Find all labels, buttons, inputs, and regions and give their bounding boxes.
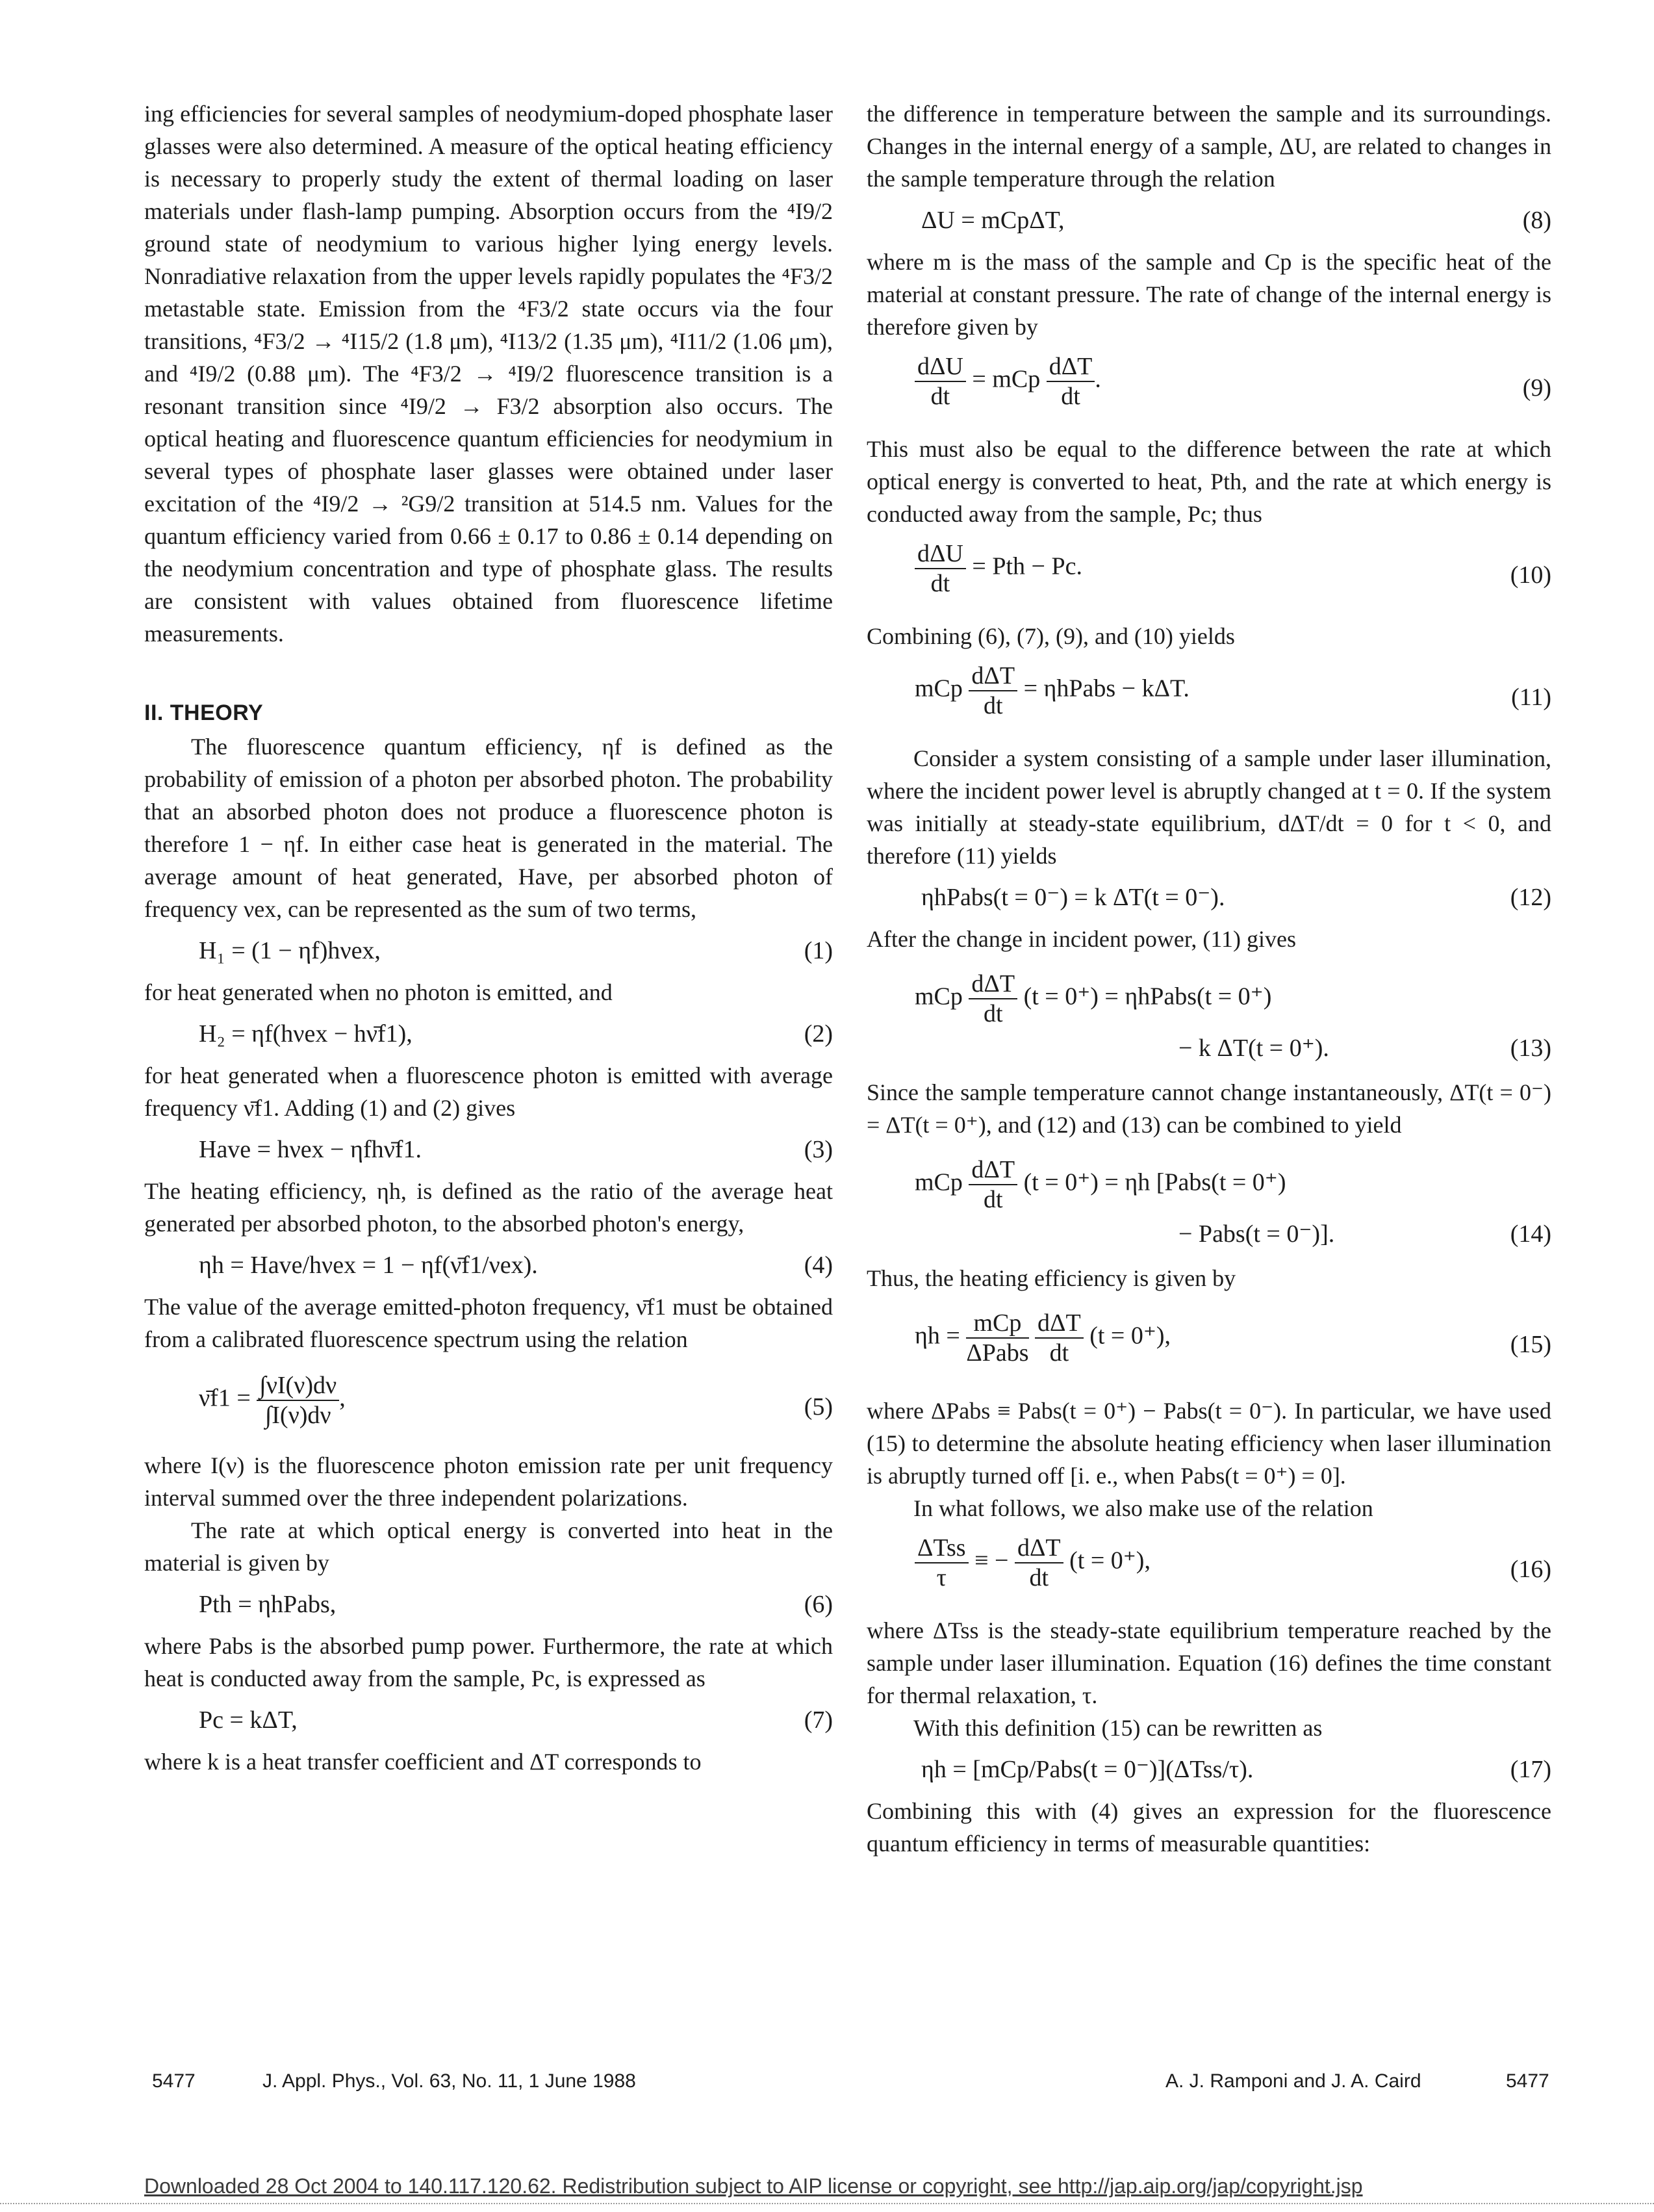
download-notice[interactable]: Downloaded 28 Oct 2004 to 140.117.120.62. Redistribution subject to AIP license or copyright, see http://jap.aip.org/jap/copyright.jsp [144, 2174, 1363, 2198]
equation-number: (4) [804, 1252, 833, 1279]
fraction: $\frac{\text{dΔT}}{dt}$ [1035, 1309, 1084, 1367]
right-column [867, 97, 1551, 1860]
paragraph: Consider a system consisting of a sample under laser illumination, where the incident power level is abruptly changed at t = 0. If the system was initially at steady-state equilibrium, dΔT/dt = 0 for t < 0, and therefore (11) yields [867, 745, 1551, 869]
fraction: $\frac{\text{dΔT}}{dt}$ [969, 662, 1017, 720]
equation-number: (13) [1510, 1035, 1551, 1062]
fraction: $\frac{\text{dΔU}}{dt}$ [915, 352, 966, 411]
paragraph: Combining (6), (7), (9), and (10) yields [867, 623, 1235, 649]
paragraph: for heat generated when no photon is emitted, and [144, 979, 613, 1005]
equation-15: ηh = $\frac{\text{mCp}}{\text{ΔPabs}}$ $\frac{\text{dΔT}}{dt}$ (t = 0⁺), (15) [915, 1309, 1551, 1367]
equation-number: (15) [1510, 1331, 1551, 1358]
equation-number: (9) [1522, 374, 1551, 402]
section-heading: II. THEORY [144, 701, 264, 725]
equation-number: (5) [804, 1393, 833, 1421]
equation-number: (7) [804, 1706, 833, 1734]
equation-number: (3) [804, 1136, 833, 1163]
equation-2: H₂ = ηf(hνex − hν̄f1), (2) [144, 1018, 833, 1050]
fraction: $\frac{\int\nu I(\nu)d\nu}{\int I(\nu)d\nu}$ [257, 1371, 339, 1430]
equation-number: (14) [1510, 1220, 1551, 1248]
paragraph: where ΔPabs ≡ Pabs(t = 0⁺) − Pabs(t = 0⁻). In particular, we have used (15) to determine the absolute heating efficiency when laser illumination is abruptly turned off [i. e., when Pabs(t = 0⁺) = 0]. [867, 1398, 1551, 1489]
equation-number: (11) [1511, 684, 1551, 711]
equation-number: (1) [804, 937, 833, 964]
paragraph: This must also be equal to the difference between the rate at which optical energy is converted to heat, Pth, and the rate at which energy is conducted away from the sample, Pc; thus [867, 436, 1551, 527]
paragraph: Thus, the heating efficiency is given by [867, 1265, 1236, 1291]
paragraph: The heating efficiency, ηh, is defined as the ratio of the average heat generated per absorbed photon, to the absorbed photon's energy, [144, 1178, 833, 1237]
equation-12: ηhPabs(t = 0⁻) = k ΔT(t = 0⁻). (12) [867, 881, 1551, 914]
dotted-divider [0, 2203, 1654, 2204]
paragraph: where m is the mass of the sample and Cp is the specific heat of the material at constant pressure. The rate of change of the internal energy is therefore given by [867, 249, 1551, 340]
paragraph: The value of the average emitted-photon frequency, ν̄f1 must be obtained from a calibrated fluorescence spectrum using the relation [144, 1294, 833, 1352]
equation-16: $\frac{\text{ΔTss}}{\tau}$ ≡ − $\frac{\text{dΔT}}{dt}$ (t = 0⁺), (16) [867, 1534, 1551, 1605]
equation-13: mCp $\frac{\text{dΔT}}{dt}$ (t = 0⁺) = ηhPabs(t = 0⁺) − k ΔT(t = 0⁺). (13) [867, 970, 1551, 1067]
paragraph: After the change in incident power, (11) gives [867, 926, 1296, 952]
author-names: A. J. Ramponi and J. A. Caird [1165, 2070, 1421, 2092]
left-column [144, 97, 833, 1778]
paragraph: where ΔTss is the steady-state equilibrium temperature reached by the sample under laser illumination. Equation (16) defines the time constant for thermal relaxation, τ. [867, 1617, 1551, 1708]
equation-11: mCp $\frac{\text{dΔT}}{dt}$ = ηhPabs − kΔT. (11) [915, 662, 1551, 719]
equation-5: ν̄f1 = $\frac{\int\nu I(\nu)d\nu}{\int I(\nu)d\nu}$ , (5) [199, 1372, 833, 1429]
page-number-left: 5477 [152, 2070, 196, 2092]
equation-number: (6) [804, 1591, 833, 1618]
fraction: $\frac{\text{dΔT}}{dt}$ [1047, 352, 1095, 411]
paragraph: where Pabs is the absorbed pump power. Furthermore, the rate at which heat is conducted away from the sample, Pc, is expressed as [144, 1633, 833, 1691]
equation-3: Have = hνex − ηfhν̄f1. (3) [144, 1133, 833, 1166]
fraction: $\frac{\text{dΔU}}{dt}$ [915, 539, 966, 598]
equation-14: mCp $\frac{\text{dΔT}}{dt}$ (t = 0⁺) = ηh [Pabs(t = 0⁺) − Pabs(t = 0⁻)]. (14) [867, 1155, 1551, 1253]
equation-1: H₁ = (1 − ηf)hνex, (1) [144, 934, 833, 967]
paragraph: The fluorescence quantum efficiency, ηf is defined as the probability of emission of a photon per absorbed photon. The probability that an absorbed photon does not produce a fluorescence photon is therefore 1 − ηf. In either case heat is generated in the material. The average amount of heat generated, Have, per absorbed photon of frequency νex, can be represented as the sum of two terms, [144, 734, 833, 922]
paragraph: for heat generated when a fluorescence photon is emitted with average frequency ν̄f1. Adding (1) and (2) gives [144, 1062, 833, 1121]
journal-citation: J. Appl. Phys., Vol. 63, No. 11, 1 June 1988 [262, 2070, 636, 2092]
equation-17: ηh = [mCp/Pabs(t = 0⁻)](ΔTss/τ). (17) [867, 1753, 1551, 1786]
equation-number: (16) [1510, 1556, 1551, 1583]
paragraph: the difference in temperature between the sample and its surroundings. Changes in the internal energy of a sample, ΔU, are related to changes in the sample temperature through the relation [867, 101, 1551, 192]
paragraph: In what follows, we also make use of the relation [913, 1495, 1373, 1521]
paragraph: Combining this with (4) gives an expression for the fluorescence quantum efficiency in terms of measurable quantities: [867, 1798, 1551, 1857]
equation-number: (2) [804, 1020, 833, 1048]
equation-10: $\frac{\text{dΔU}}{dt}$ = Pth − Pc. (10) [867, 539, 1551, 611]
equation-6: Pth = ηhPabs, (6) [144, 1588, 833, 1621]
equation-8: ΔU = mCpΔT, (8) [867, 204, 1551, 237]
paragraph: where k is a heat transfer coefficient and ΔT corresponds to [144, 1749, 702, 1775]
equation-number: (10) [1510, 561, 1551, 589]
paragraph: where I(ν) is the fluorescence photon emission rate per unit frequency interval summed over the three independent polarizations. [144, 1452, 833, 1511]
fraction: $\frac{\text{dΔT}}{dt}$ [1015, 1534, 1063, 1592]
equation-number: (8) [1522, 207, 1551, 234]
equation-number: (17) [1510, 1756, 1551, 1783]
paragraph: ing efficiencies for several samples of neodymium-doped phosphate laser glasses were also determined. A measure of the optical heating efficiency is necessary to properly study the extent of thermal loading on laser materials under flash-lamp pumping. Absorption occurs from the ⁴I9/2 ground state of neodymium to various higher lying energy levels. Nonradiative relaxation from the upper levels rapidly populates the ⁴F3/2 metastable state. Emission from the ⁴F3/2 state occurs via the four transitions, ⁴F3/2 → ⁴I15/2 (1.8 μm), ⁴I13/2 (1.35 μm), ⁴I11/2 (1.06 μm), and ⁴I9/2 (0.88 μm). The ⁴F3/2 → ⁴I9/2 fluorescence transition is a resonant transition since ⁴I9/2 → F3/2 absorption also occurs. The optical heating and fluorescence quantum efficiencies for neodymium in several types of phosphate laser glasses were obtained under laser excitation of the ⁴I9/2 → ²G9/2 transition at 514.5 nm. Values for the quantum efficiency varied from 0.66 ± 0.17 to 0.86 ± 0.14 depending on the neodymium concentration and type of phosphate glass. The results are consistent with values obtained from fluorescence lifetime measurements. [144, 101, 833, 647]
equation-4: ηh = Have/hνex = 1 − ηf(ν̄f1/νex). (4) [144, 1249, 833, 1281]
equation-number: (12) [1510, 884, 1551, 911]
fraction: $\frac{\text{mCp}}{\text{ΔPabs}}$ [966, 1309, 1029, 1367]
paragraph: With this definition (15) can be rewritten as [913, 1715, 1323, 1741]
equation-9: $\frac{\text{dΔU}}{dt}$ = mCp $\frac{\text{dΔT}}{dt}$ . (9) [867, 352, 1551, 424]
equation-7: Pc = kΔT, (7) [144, 1704, 833, 1736]
paragraph: Since the sample temperature cannot change instantaneously, ΔT(t = 0⁻) = ΔT(t = 0⁺), and (12) and (13) can be combined to yield [867, 1079, 1551, 1138]
fraction: $\frac{\text{ΔTss}}{\tau}$ [915, 1534, 969, 1592]
paragraph: The rate at which optical energy is converted into heat in the material is given by [144, 1517, 833, 1576]
page-number-right: 5477 [1506, 2070, 1549, 2092]
fraction: $\frac{\text{dΔT}}{dt}$ [969, 1155, 1017, 1214]
fraction: $\frac{\text{dΔT}}{dt}$ [969, 970, 1017, 1028]
